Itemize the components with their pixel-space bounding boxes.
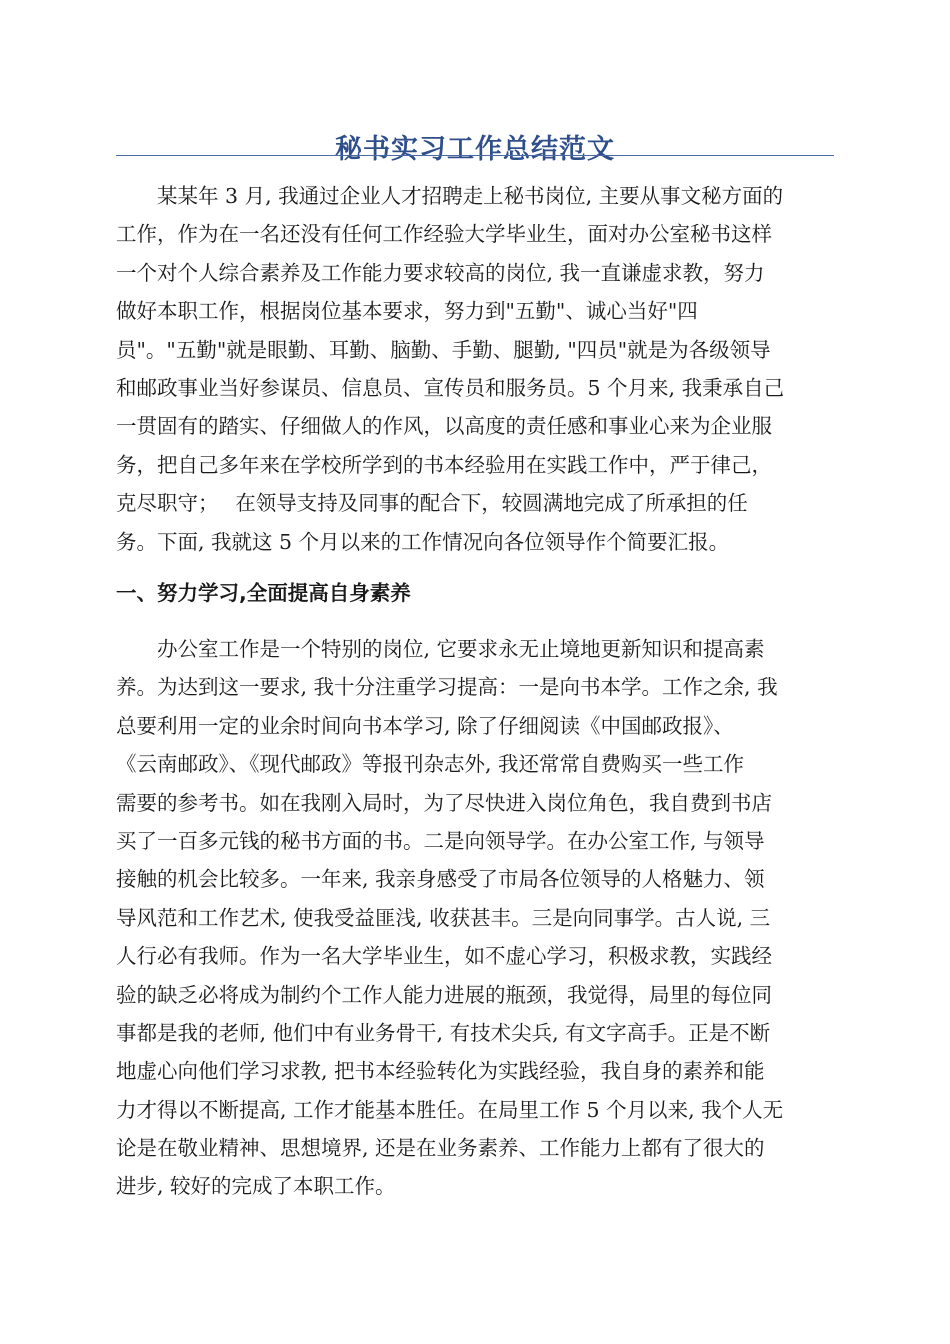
paragraph-line: 总要利用一定的业余时间向书本学习, 除了仔细阅读《中国邮政报》、: [116, 713, 734, 738]
paragraph-line: 某某年 3 月, 我通过企业人才招聘走上秘书岗位, 主要从事文秘方面的: [157, 184, 784, 208]
paragraph-line: 接触的机会比较多。一年来, 我亲身感受了市局各位领导的人格魅力、领: [116, 867, 765, 892]
paragraph-line: 进步, 较好的完成了本职工作。: [116, 1174, 396, 1199]
paragraph-line: 论是在敬业精神、思想境界, 还是在业务素养、工作能力上都有了很大的: [116, 1136, 765, 1161]
paragraph-line: 地虚心向他们学习求教, 把书本经验转化为实践经验，我自身的素养和能: [116, 1059, 765, 1084]
paragraph-line: 克尽职守； 在领导支持及同事的配合下，较圆满地完成了所承担的任: [116, 491, 748, 516]
paragraph-line: 员"。"五勤"就是眼勤、耳勤、脑勤、手勤、腿勤, "四员"就是为各级领导: [116, 337, 771, 362]
paragraph-line: 《云南邮政》、《现代邮政》等报刊杂志外, 我还常常自费购买一些工作: [116, 752, 745, 777]
paragraph-line: 事都是我的老师, 他们中有业务骨干, 有技术尖兵, 有文字高手。正是不断: [116, 1020, 771, 1045]
paragraph-line: 导风范和工作艺术, 使我受益匪浅, 收获甚丰。三是向同事学。古人说, 三: [116, 905, 771, 930]
paragraph-line: 做好本职工作，根据岗位基本要求，努力到"五勤"、诚心当好"四: [116, 299, 698, 324]
paragraph-line: 一贯固有的踏实、仔细做人的作风，以高度的责任感和事业心来为企业服: [116, 414, 772, 439]
paragraph-line: 养。为达到这一要求, 我十分注重学习提高：一是向书本学。工作之余, 我: [116, 675, 778, 700]
study-paragraph: [116, 630, 834, 1206]
paragraph-line: 一个对个人综合素养及工作能力要求较高的岗位, 我一直谦虚求教，努力: [116, 260, 765, 285]
paragraph-line: 验的缺乏必将成为制约个工作人能力进展的瓶颈，我觉得，局里的每位同: [116, 982, 772, 1007]
paragraph-line: 需要的参考书。如在我刚入局时，为了尽快进入岗位角色，我自费到书店: [116, 790, 772, 815]
intro-paragraph: [116, 177, 834, 561]
paragraph-line: 办公室工作是一个特别的岗位, 它要求永无止境地更新知识和提高素: [157, 637, 765, 661]
paragraph-line: 务。下面, 我就这 5 个月以来的工作情况向各位领导作个简要汇报。: [116, 529, 730, 554]
paragraph-line: 人行必有我师。作为一名大学毕业生，如不虚心学习，积极求教，实践经: [116, 944, 772, 969]
paragraph-line: 工作，作为在一名还没有任何工作经验大学毕业生，面对办公室秘书这样: [116, 222, 772, 247]
paragraph-line: 务，把自己多年来在学校所学到的书本经验用在实践工作中，严于律己，: [116, 452, 772, 477]
section-heading: 一、努力学习,全面提高自身素养: [116, 581, 411, 605]
document-title: 秘书实习工作总结范文: [335, 134, 615, 166]
paragraph-line: 和邮政事业当好参谋员、信息员、宣传员和服务员。5 个月来, 我秉承自己: [116, 375, 785, 400]
paragraph-line: 买了一百多元钱的秘书方面的书。二是向领导学。在办公室工作, 与领导: [116, 828, 765, 853]
title-underline: [116, 155, 834, 156]
paragraph-line: 力才得以不断提高, 工作才能基本胜任。在局里工作 5 个月以来, 我个人无: [116, 1097, 784, 1122]
